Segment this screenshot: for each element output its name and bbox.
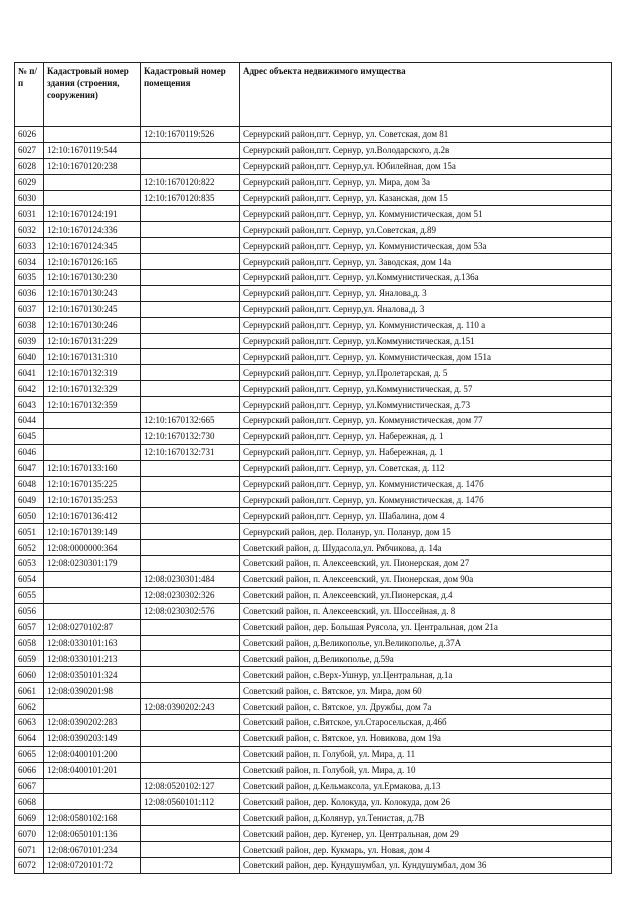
cell-num: 6059 [15,651,44,667]
cell-address: Сернурский район,пгт. Сернур, ул.Коммунистическая, д.151 [240,333,612,349]
cell-cadastral-building: 12:10:1670126:165 [44,254,141,270]
cell-cadastral-room [141,476,240,492]
cell-cadastral-room [141,810,240,826]
cell-cadastral-building: 12:08:0390203:149 [44,730,141,746]
cell-cadastral-room [141,206,240,222]
cell-address: Сернурский район,пгт. Сернур, ул. Коммунистическая, дом 51 [240,206,612,222]
cell-cadastral-building [44,699,141,715]
cell-address: Сернурский район,пгт. Сернур, ул.Коммунистическая, д.73 [240,397,612,413]
cell-address: Советский район, дер. Кундушумбал, ул. Кундушумбал, дом 36 [240,857,612,873]
cell-num: 6028 [15,158,44,174]
cell-cadastral-room [141,222,240,238]
table-row [15,524,612,540]
table-row [15,158,612,174]
cell-cadastral-building [44,587,141,603]
table-header-row [15,63,612,127]
cell-cadastral-room [141,301,240,317]
cell-num: 6032 [15,222,44,238]
header-cadastral-building: Кадастровый номер здания (строения, сооружения) [44,63,141,127]
cell-num: 6060 [15,667,44,683]
table-row [15,397,612,413]
cell-num: 6046 [15,444,44,460]
table-row [15,142,612,158]
cell-cadastral-room [141,333,240,349]
cell-num: 6056 [15,603,44,619]
header-num: № п/п [15,63,44,127]
cell-num: 6043 [15,397,44,413]
cell-num: 6071 [15,842,44,858]
cell-cadastral-room [141,857,240,873]
cell-cadastral-building: 12:08:0390202:283 [44,714,141,730]
cell-address: Сернурский район,пгт. Сернур, ул. Заводская, дом 14а [240,254,612,270]
cell-cadastral-building: 12:10:1670119:544 [44,142,141,158]
cell-cadastral-room: 12:08:0230301:484 [141,571,240,587]
cell-cadastral-room [141,238,240,254]
cell-num: 6041 [15,365,44,381]
table-row [15,238,612,254]
cell-num: 6045 [15,428,44,444]
cell-cadastral-room [141,540,240,556]
cell-num: 6054 [15,571,44,587]
cell-num: 6052 [15,540,44,556]
cell-cadastral-room: 12:08:0230302:326 [141,587,240,603]
cell-cadastral-building: 12:08:0650101:136 [44,826,141,842]
cell-address: Сернурский район,пгт. Сернур, ул. Коммунистическая, д. 110 а [240,317,612,333]
cell-num: 6055 [15,587,44,603]
table-row [15,810,612,826]
cell-address: Сернурский район,пгт. Сернур, ул. Шабалина, дом 4 [240,508,612,524]
cell-num: 6037 [15,301,44,317]
cell-cadastral-building: 12:08:0330101:163 [44,635,141,651]
cell-cadastral-room [141,365,240,381]
table-row [15,778,612,794]
cell-address: Советский район, п. Алексеевский, ул. Шоссейная, д. 8 [240,603,612,619]
table-row [15,381,612,397]
cell-cadastral-room: 12:10:1670120:835 [141,190,240,206]
table-row [15,857,612,873]
cell-cadastral-building: 12:08:0670101:234 [44,842,141,858]
table-row [15,635,612,651]
table-row [15,714,612,730]
cell-cadastral-room [141,683,240,699]
cell-address: Сернурский район,пгт. Сернур, ул.Советская, д.89 [240,222,612,238]
cell-cadastral-room: 12:10:1670119:526 [141,127,240,143]
cell-cadastral-building [44,190,141,206]
cell-cadastral-building [44,571,141,587]
cell-num: 6066 [15,762,44,778]
cell-address: Сернурский район, дер. Поланур, ул. Поланур, дом 15 [240,524,612,540]
cell-address: Сернурский район,пгт. Сернур, ул.Коммунистическая, д. 57 [240,381,612,397]
cell-num: 6051 [15,524,44,540]
cell-address: Сернурский район,пгт. Сернур, ул. Коммунистическая, дом 77 [240,413,612,429]
table-row [15,317,612,333]
cell-address: Сернурский район,пгт. Сернур, ул. Набережная, д. 1 [240,428,612,444]
cell-address: Советский район, д.Кельмаксола, ул.Ермакова, д.13 [240,778,612,794]
cell-cadastral-building [44,413,141,429]
cell-cadastral-room: 12:10:1670132:731 [141,444,240,460]
cell-cadastral-building [44,444,141,460]
table-row [15,571,612,587]
table-row [15,285,612,301]
cell-cadastral-room [141,826,240,842]
cell-num: 6034 [15,254,44,270]
cell-cadastral-building: 12:10:1670130:246 [44,317,141,333]
cell-num: 6053 [15,556,44,572]
cell-num: 6050 [15,508,44,524]
cell-address: Советский район, с.Верх-Ушнур, ул.Центральная, д.1а [240,667,612,683]
cell-num: 6062 [15,699,44,715]
cell-num: 6029 [15,174,44,190]
cell-cadastral-room [141,317,240,333]
cell-num: 6038 [15,317,44,333]
table-row [15,667,612,683]
cell-cadastral-building: 12:10:1670130:230 [44,270,141,286]
cell-address: Советский район, д.Колянур, ул.Тенистая, д.7В [240,810,612,826]
cell-cadastral-room [141,842,240,858]
cell-cadastral-room [141,381,240,397]
cell-num: 6040 [15,349,44,365]
table-row [15,587,612,603]
table-row [15,826,612,842]
table-row [15,651,612,667]
cell-num: 6063 [15,714,44,730]
cell-cadastral-building [44,428,141,444]
cell-address: Советский район, д. Шудасола,ул. Рябчикова, д. 14а [240,540,612,556]
table-row [15,683,612,699]
cell-cadastral-building: 12:08:0350101:324 [44,667,141,683]
cell-cadastral-building: 12:08:0720101:72 [44,857,141,873]
cell-cadastral-building [44,603,141,619]
cell-num: 6049 [15,492,44,508]
cell-address: Советский район, с. Вятское, ул. Дружбы, дом 7а [240,699,612,715]
cell-cadastral-room [141,285,240,301]
table-row [15,222,612,238]
table-row [15,619,612,635]
cell-cadastral-building: 12:08:0390201:98 [44,683,141,699]
table-row [15,556,612,572]
table-row [15,365,612,381]
cell-cadastral-building: 12:08:0400101:201 [44,762,141,778]
cell-cadastral-room [141,667,240,683]
cell-address: Советский район, п. Голубой, ул. Мира, д. 11 [240,746,612,762]
cell-num: 6048 [15,476,44,492]
cell-address: Сернурский район,пгт. Сернур, ул. Коммунистическая, д. 147б [240,476,612,492]
table-row [15,254,612,270]
cell-address: Советский район, с. Вятское, ул. Мира, дом 60 [240,683,612,699]
cell-address: Сернурский район,пгт. Сернур, ул. Коммунистическая, д. 147б [240,492,612,508]
cell-num: 6058 [15,635,44,651]
table-row [15,270,612,286]
cell-address: Советский район, дер. Колокуда, ул. Колокуда, дом 26 [240,794,612,810]
cell-cadastral-building: 12:10:1670135:225 [44,476,141,492]
cell-cadastral-building: 12:10:1670132:319 [44,365,141,381]
cell-num: 6069 [15,810,44,826]
cell-num: 6044 [15,413,44,429]
cell-cadastral-building: 12:10:1670130:243 [44,285,141,301]
cell-num: 6064 [15,730,44,746]
cell-cadastral-building: 12:08:0580102:168 [44,810,141,826]
cell-address: Советский район, п. Алексеевский, ул. Пионерская, дом 90а [240,571,612,587]
cell-num: 6033 [15,238,44,254]
cell-address: Советский район, дер. Кукмарь, ул. Новая, дом 4 [240,842,612,858]
cell-cadastral-building: 12:08:0400101:200 [44,746,141,762]
cell-address: Сернурский район,пгт. Сернур, ул. Казанская, дом 15 [240,190,612,206]
header-cadastral-room: Кадастровый номер помещения [141,63,240,127]
table-row [15,699,612,715]
table-row [15,603,612,619]
cell-address: Сернурский район,пгт. Сернур, ул. Советская, д. 112 [240,460,612,476]
cell-address: Сернурский район,пгт. Сернур, ул.Коммунистическая, д.136а [240,270,612,286]
property-table [14,62,612,874]
cell-address: Советский район, с. Вятское, ул. Новикова, дом 19а [240,730,612,746]
cell-cadastral-room: 12:10:1670120:822 [141,174,240,190]
cell-address: Сернурский район,пгт. Сернур, ул.Пролетарская, д. 5 [240,365,612,381]
cell-cadastral-room [141,158,240,174]
cell-cadastral-room [141,714,240,730]
cell-address: Сернурский район,пгт. Сернур, ул. Коммунистическая, дом 53а [240,238,612,254]
cell-cadastral-room: 12:08:0230302:576 [141,603,240,619]
cell-cadastral-building: 12:08:0270102:87 [44,619,141,635]
cell-address: Сернурский район,пгт. Сернур, ул.Володарского, д.2в [240,142,612,158]
table-row [15,492,612,508]
cell-address: Советский район, с.Вятское, ул.Старосельская, д.46б [240,714,612,730]
table-row [15,206,612,222]
cell-cadastral-room [141,492,240,508]
table-row [15,190,612,206]
table-row [15,746,612,762]
table-row [15,540,612,556]
cell-address: Сернурский район,пгт. Сернур, ул. Набережная, д. 1 [240,444,612,460]
table-row [15,413,612,429]
cell-cadastral-room: 12:08:0390202:243 [141,699,240,715]
cell-cadastral-building: 12:10:1670132:329 [44,381,141,397]
cell-num: 6030 [15,190,44,206]
cell-num: 6070 [15,826,44,842]
cell-cadastral-building: 12:10:1670136:412 [44,508,141,524]
cell-address: Сернурский район,пгт. Сернур, ул. Мира, дом 3а [240,174,612,190]
cell-cadastral-building: 12:08:0330101:213 [44,651,141,667]
cell-address: Советский район, п. Алексеевский, ул. Пионерская, дом 27 [240,556,612,572]
cell-num: 6067 [15,778,44,794]
cell-cadastral-room [141,270,240,286]
cell-cadastral-room [141,730,240,746]
cell-cadastral-building: 12:10:1670131:310 [44,349,141,365]
cell-cadastral-room [141,651,240,667]
cell-address: Советский район, д.Великополье, ул.Великополье, д.37А [240,635,612,651]
cell-cadastral-building: 12:08:0000000:364 [44,540,141,556]
cell-address: Сернурский район,пгт. Сернур, ул. Коммунистическая, дом 151а [240,349,612,365]
table-row [15,428,612,444]
cell-cadastral-building [44,127,141,143]
cell-cadastral-room [141,142,240,158]
cell-num: 6065 [15,746,44,762]
table-row [15,476,612,492]
cell-address: Сернурский район,пгт. Сернур,ул. Юбилейная, дом 15а [240,158,612,174]
cell-num: 6047 [15,460,44,476]
cell-cadastral-building [44,778,141,794]
table-row [15,460,612,476]
table-row [15,762,612,778]
cell-cadastral-building: 12:10:1670135:253 [44,492,141,508]
cell-cadastral-room [141,524,240,540]
table-row [15,842,612,858]
table-row [15,301,612,317]
cell-num: 6072 [15,857,44,873]
cell-cadastral-room [141,635,240,651]
cell-num: 6061 [15,683,44,699]
cell-num: 6026 [15,127,44,143]
cell-cadastral-room [141,508,240,524]
cell-cadastral-room [141,460,240,476]
cell-cadastral-room [141,254,240,270]
table-row [15,794,612,810]
cell-address: Сернурский район,пгт. Сернур, ул. Советская, дом 81 [240,127,612,143]
cell-num: 6031 [15,206,44,222]
table-row [15,174,612,190]
cell-cadastral-room [141,349,240,365]
cell-cadastral-building: 12:10:1670131:229 [44,333,141,349]
cell-address: Советский район, д.Великополье, д.59а [240,651,612,667]
header-address: Адрес объекта недвижимого имущества [240,63,612,127]
cell-address: Сернурский район,пгт. Сернур,ул. Яналова,д. 3 [240,301,612,317]
cell-cadastral-building: 12:10:1670133:160 [44,460,141,476]
cell-address: Советский район, п. Алексеевский, ул.Пионерская, д.4 [240,587,612,603]
cell-num: 6036 [15,285,44,301]
cell-num: 6057 [15,619,44,635]
table-row [15,730,612,746]
cell-num: 6068 [15,794,44,810]
cell-cadastral-building: 12:10:1670124:336 [44,222,141,238]
cell-cadastral-room: 12:10:1670132:665 [141,413,240,429]
cell-cadastral-room [141,556,240,572]
cell-num: 6042 [15,381,44,397]
cell-address: Советский район, дер. Кугенер, ул. Центральная, дом 29 [240,826,612,842]
cell-address: Советский район, дер. Большая Руясола, ул. Центральная, дом 21а [240,619,612,635]
cell-cadastral-building: 12:10:1670120:238 [44,158,141,174]
cell-cadastral-building: 12:08:0230301:179 [44,556,141,572]
table-row [15,333,612,349]
cell-cadastral-building: 12:10:1670139:149 [44,524,141,540]
cell-cadastral-building: 12:10:1670124:191 [44,206,141,222]
cell-cadastral-building: 12:10:1670130:245 [44,301,141,317]
cell-cadastral-building [44,794,141,810]
cell-address: Сернурский район,пгт. Сернур, ул. Яналова,д. 3 [240,285,612,301]
cell-cadastral-room: 12:08:0560101:112 [141,794,240,810]
table-row [15,444,612,460]
table-row [15,127,612,143]
cell-cadastral-room: 12:10:1670132:730 [141,428,240,444]
cell-cadastral-building: 12:10:1670124:345 [44,238,141,254]
cell-cadastral-room: 12:08:0520102:127 [141,778,240,794]
cell-num: 6039 [15,333,44,349]
cell-cadastral-room [141,762,240,778]
cell-cadastral-building [44,174,141,190]
cell-address: Советский район, п. Голубой, ул. Мира, д. 10 [240,762,612,778]
cell-cadastral-room [141,397,240,413]
cell-num: 6035 [15,270,44,286]
cell-cadastral-room [141,619,240,635]
cell-num: 6027 [15,142,44,158]
cell-cadastral-room [141,746,240,762]
table-row [15,508,612,524]
cell-cadastral-building: 12:10:1670132:359 [44,397,141,413]
table-row [15,349,612,365]
